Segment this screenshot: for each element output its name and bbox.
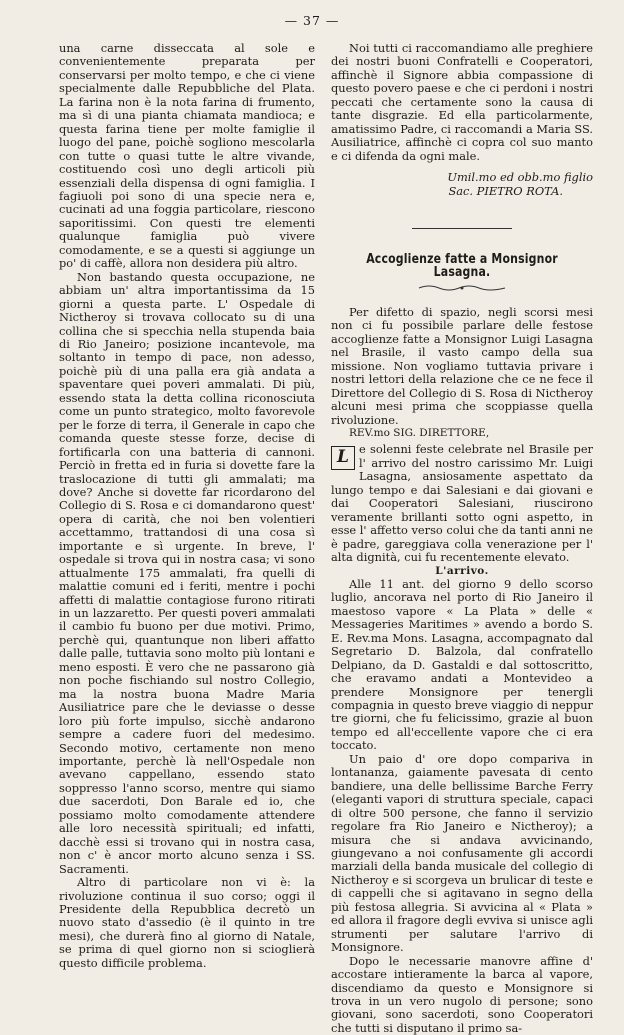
letter-paragraph: [331, 443, 593, 564]
section-divider: [412, 228, 512, 229]
article-heading: Accoglienze fatte a Monsignor Lasagna.: [366, 251, 558, 281]
drop-cap: L: [331, 446, 355, 470]
arrival-paragraph-2: Un paio d' ore dopo compariva in lontananza, gaiamente pavesata di cento bandiere, una delle bellissime Barche Ferry (eleganti vapori di struttura speciale, capaci di oltre 500 persone, che fanno il servizio regolare fra Rio Janeiro e Nictheroy); a misura che si andava avvicinando, giungevano a noi confusamente gli accordi marziali della banda musicale del collegio di Nictheroy e si scorgeva un brulicar di teste e di cappelli che si agitavano in segno della più festosa allegria. Si avvicina al « Plata » ed allora il fragore degli evviva si unisce agli strumenti per salutare l'arrivo di Monsignore.: [331, 751, 593, 955]
page-number: — 37 —: [284, 13, 340, 28]
right-column: [331, 42, 593, 1035]
left-paragraph-1: una carne disseccata al sole e convenientemente preparata per conservarsi per molto tempo, e che ci viene specialmente dalle Repubbliche del Plata. La farina non è la nota farina di frumento, ma sì di una pianta chiamata mandioca; e questa farina tiene per molte famiglie il luogo del pane, poichè sogliono mescolarla con tutte o quasi tutte le altre vivande, costituendo così uno degli articoli più essenziali della dispensa di ogni famiglia. I fagiuoli poi sono di una specie nera e, cucinati ad una foggia particolare, riescono saporitissimi. Con questi tre elementi qualunque famiglia può vivere comodamente, e se a questi si aggiunge un po' di caffè, allora non desidera più altro.: [59, 41, 315, 271]
signature-line-2: Sac. PIETRO ROTA.: [448, 183, 563, 198]
ornament-icon: [417, 284, 507, 292]
left-paragraph-3: Altro di particolare non vi è: la rivoluzione continua il suo corso; oggi il Presidente della Repubblica decretò un nuovo stato d'assedio (è il quinto in tre mesi), che durerà fino al giorno di Natale, se prima di quel giorno non si scioglierà questo difficile problema.: [59, 875, 315, 970]
arrival-paragraph-3: Dopo le necessarie manovre affine d' accostare intieramente la barca al vapore, discendiamo da questo e Monsignore si trova in un vero nugolo di persone; sono giovani, sono sacerdoti, sono Cooperatori che tutti si disputano il primo sa-: [331, 953, 593, 1035]
left-paragraph-2: Non bastando questa occupazione, ne abbiam un' altra importantissima da 15 giorni a questa parte. L' Ospedale di Nictheroy si trovava collocato su di una collina che si specchia nella stupenda baia di Rio Janeiro; posizione incantevole, ma soltanto in tempo di pace, non adesso, poichè più di una palla era già andata a spaventare quei poveri ammalati. Di più, essendo stata la detta collina riconosciuta come un punto strategico, molto favorevole per le forze di terra, il Generale in capo che comanda queste stesse forze, decise di fortificarla con una batteria di cannoni. Perciò in fretta ed in furia si dovette fare la traslocazione di tutti gli ammalati; ma dove? Anche si dovette far ricordarono del Collegio di S. Rosa e ci domandarono quest' opera di carità, che noi ben volentieri accettammo, trattandosi di una cosa sì importante e sì urgente. In breve, l' ospedale si trova qui in nostra casa; vi sono attualmente 175 ammalati, fra quelli di malattie comuni ed i feriti, mentre i pochi affetti di malattie contagiose furono ritirati in un lazzaretto. Per questi poveri ammalati il cambio fu buono per due motivi. Primo, perchè qui, quantunque non liberi affatto dalle palle, tuttavia sono molto più lontani e meno esposti. È vero che ne passarono già non poche fischiando sul nostro Collegio, ma la nostra buona Madre Maria Ausiliatrice pare che le deviasse o desse loro più forte impulso, sicchè andarono sempre a cadere fuori del medesimo. Secondo motivo, certamente non meno importante, perchè là nell'Ospedale non avevano cappellano, essendo stato soppresso l'anno scorso, mentre qui siamo due sacerdoti, Don Barale ed io, che possiamo molto comodamente attendere alle loro necessità spirituali; ed infatti, dacchè essi si trovano qui in nostra casa, non c' è ancor morto alcuno senza i SS. Sacramenti.: [59, 269, 315, 876]
left-column: [59, 42, 315, 970]
article-intro: Per difetto di spazio, negli scorsi mesi non ci fu possibile parlare delle festose accoglienze fatte a Monsignor Luigi Lasagna nel Brasile, il vasto campo della sua missione. Non vogliamo tuttavia privare i nostri lettori della relazione che ce ne fece il Direttore del Collegio di S. Rosa di Nictheroy alcuni mesi prima che scoppiasse quella rivoluzione.: [331, 304, 593, 427]
salutation: REV.mo SIG. DIRETTORE,: [349, 426, 490, 439]
subheading-arrival: L'arrivo.: [435, 564, 489, 577]
arrival-paragraph-1: Alle 11 ant. del giorno 9 dello scorso luglio, ancorava nel porto di Rio Janeiro il maestoso vapore « La Plata » delle « Messageries Maritimes » avendo a bordo S. E. Rev.ma Mons. Lasagna, accompagnato dal Segretario D. Balzola, dal confratello Delpiano, da D. Gastaldi e dal sottoscritto, che eravamo andati a Montevideo a prendere Monsignore per tenergli compagnia in questo breve viaggio di neppur tre giorni, che fu felicissimo, grazie al buon tempo ed all'eccellente vapore che ci era toccato.: [331, 576, 593, 753]
signature-line-1: Umil.mo ed obb.mo figlio: [447, 170, 593, 185]
letter-text: e solenni feste celebrate nel Brasile per l' arrivo del nostro carissimo Mr. Luigi Lasagna, ansiosamente aspettato da lungo tempo e dai Salesiani e dai giovani e dai Cooperatori Salesiani, riuscirono veramente brillanti sotto ogni aspetto, in esse l' affetto verso colui che da tanti anni ne è padre, gareggiava colla venerazione per l' alta dignità, cui fu recentemente elevato.: [331, 442, 594, 565]
intro-paragraph: Noi tutti ci raccomandiamo alle preghiere dei nostri buoni Confratelli e Cooperatori, affinchè il Signore abbia compassione di questo povero paese e che ci perdoni i nostri peccati che certamente sono la causa di tante disgrazie. Ed ella particolarmente, amatissimo Padre, ci raccomandi a Maria SS. Ausiliatrice, affinchè ci copra col suo manto e ci difenda da ogni male.: [331, 41, 593, 163]
